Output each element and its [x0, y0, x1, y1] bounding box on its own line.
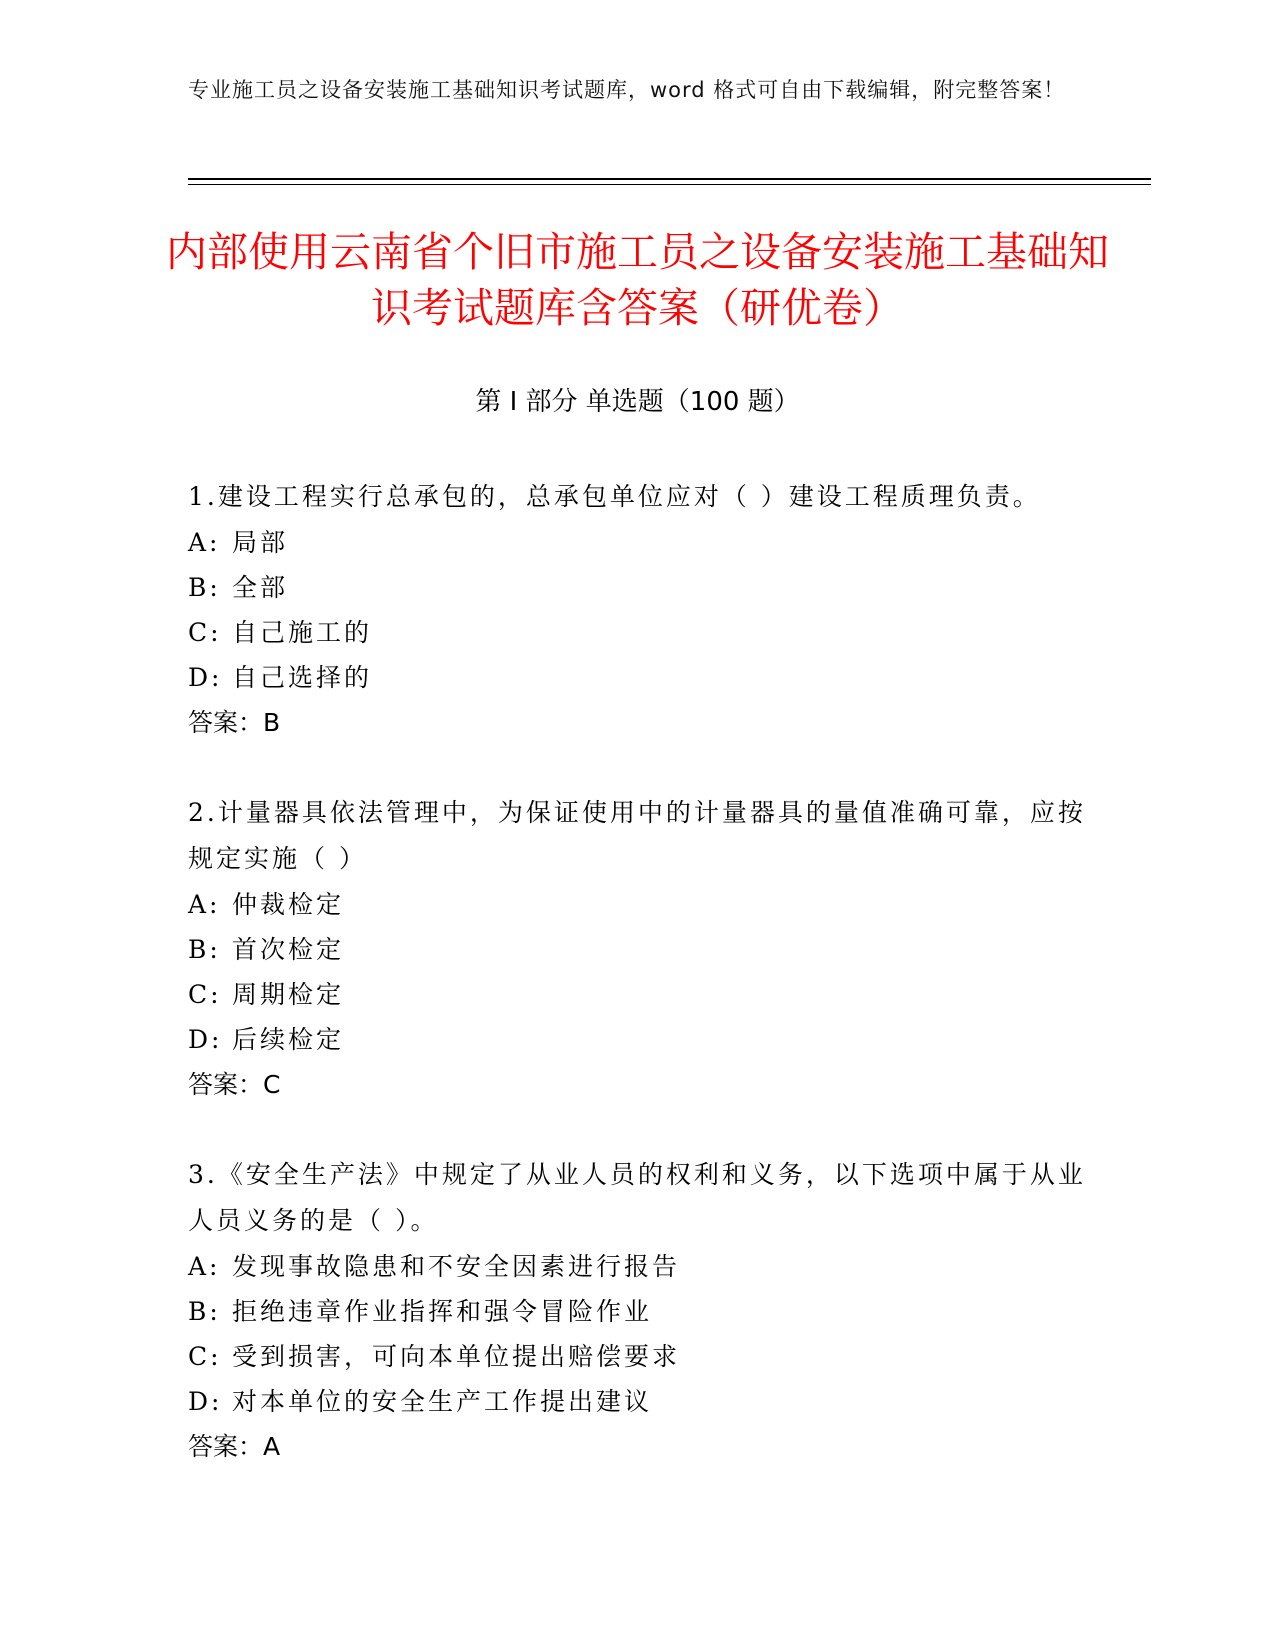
answer: 答案：C — [188, 1070, 281, 1099]
option-text: 拒绝违章作业指挥和强令冒险作业 — [232, 1297, 653, 1326]
option-key: A: — [188, 528, 221, 557]
option-text: 自己施工的 — [232, 618, 373, 647]
option-text: 全部 — [232, 573, 289, 602]
header-note: 专业施工员之设备安装施工基础知识考试题库，word 格式可自由下载编辑，附完整答案！ — [188, 78, 1066, 102]
option-d — [188, 1379, 1088, 1424]
header-rule-thin — [188, 184, 1151, 185]
option-b — [188, 1289, 1088, 1334]
option-key: D: — [188, 663, 223, 692]
option-key: B: — [188, 573, 221, 602]
section-heading: 第 I 部分 单选题（100 题） — [475, 387, 800, 417]
option-b — [188, 927, 1088, 972]
option-key: D: — [188, 1387, 223, 1416]
question-list — [188, 474, 1088, 1514]
option-a — [188, 520, 1088, 565]
option-text: 发现事故隐患和不安全因素进行报告 — [232, 1252, 681, 1281]
option-key: C: — [188, 980, 222, 1009]
option-text: 仲裁检定 — [232, 890, 345, 919]
option-text: 周期检定 — [232, 980, 345, 1009]
answer: 答案：B — [188, 708, 281, 737]
option-key: D: — [188, 1025, 223, 1054]
option-text: 受到损害，可向本单位提出赔偿要求 — [232, 1342, 681, 1371]
option-key: A: — [188, 1252, 221, 1281]
option-key: B: — [188, 935, 221, 964]
option-c — [188, 972, 1088, 1017]
option-a — [188, 1244, 1088, 1289]
option-key: C: — [188, 1342, 222, 1371]
question-text: 2.计量器具依法管理中，为保证使用中的计量器具的量值准确可靠，应按规定实施（ ） — [188, 798, 1086, 873]
option-b — [188, 565, 1088, 610]
question-text: 3.《安全生产法》中规定了从业人员的权利和义务，以下选项中属于从业人员义务的是（ ）。 — [188, 1160, 1086, 1235]
question-text: 1.建设工程实行总承包的，总承包单位应对（ ）建设工程质理负责。 — [188, 482, 1041, 511]
question-3 — [188, 1152, 1088, 1470]
option-a — [188, 882, 1088, 927]
option-c — [188, 1334, 1088, 1379]
question-2 — [188, 790, 1088, 1108]
question-1 — [188, 474, 1088, 746]
document-title: 内部使用云南省个旧市施工员之设备安装施工基础知识考试题库含答案（研优卷） — [166, 228, 1109, 332]
option-text: 对本单位的安全生产工作提出建议 — [232, 1387, 653, 1416]
option-text: 后续检定 — [232, 1025, 345, 1054]
header-rule-thick — [188, 178, 1151, 180]
option-text: 局部 — [232, 528, 289, 557]
answer: 答案：A — [188, 1432, 281, 1461]
option-key: A: — [188, 890, 221, 919]
option-d — [188, 655, 1088, 700]
option-text: 首次检定 — [232, 935, 345, 964]
option-c — [188, 610, 1088, 655]
option-key: C: — [188, 618, 222, 647]
option-key: B: — [188, 1297, 221, 1326]
option-text: 自己选择的 — [232, 663, 373, 692]
option-d — [188, 1017, 1088, 1062]
